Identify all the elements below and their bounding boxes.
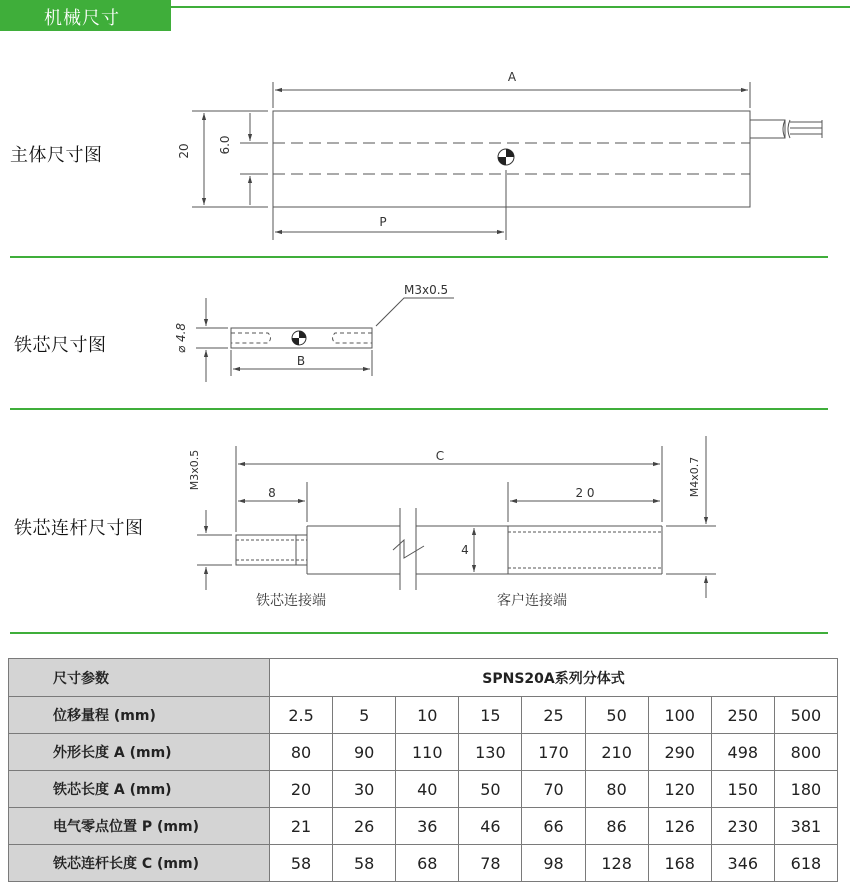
table-cell: 36 [396,808,459,845]
table-cell: 5 [333,697,396,734]
dim-4-label: 4 [461,543,469,557]
table-cell: 50 [459,771,522,808]
table-cell: 170 [522,734,585,771]
dim-p-label: P [379,215,387,229]
rod-left-thread-label: M3x0.5 [188,449,201,491]
table-cell: 70 [522,771,585,808]
table-cell: 78 [459,845,522,882]
spec-table [8,658,838,882]
row-label: 外形长度 A (mm) [9,734,270,771]
table-cell: 100 [648,697,711,734]
table-row [9,697,838,734]
dim-20-rod-label: 2 0 [575,486,595,500]
rod-caption-right: 客户连接端 [497,593,567,609]
table-cell: 40 [396,771,459,808]
table-cell: 346 [711,845,774,882]
table-cell: 381 [774,808,837,845]
dim-a-label: A [507,70,517,84]
row-label: 铁芯长度 A (mm) [9,771,270,808]
table-header-row [9,659,838,697]
table-cell: 20 [270,771,333,808]
table-cell: 210 [585,734,648,771]
dim-20-label: 20 [177,143,191,159]
table-cell: 2.5 [270,697,333,734]
row-label: 电气零点位置 P (mm) [9,808,270,845]
cable-outline [750,120,785,138]
rod-right-thread-label: M4x0.7 [688,456,701,498]
table-cell: 250 [711,697,774,734]
table-cell: 58 [270,845,333,882]
electrical-zero-symbol [498,149,514,165]
core-thread-label: M3x0.5 [404,283,449,297]
table-cell: 66 [522,808,585,845]
row-label: 铁芯连杆长度 C (mm) [9,845,270,882]
page-title: 机械尺寸 [44,8,120,29]
table-cell: 30 [333,771,396,808]
table-cell: 90 [333,734,396,771]
dim-dia-label: ⌀ 4.8 [174,322,188,354]
table-cell: 15 [459,697,522,734]
table-cell: 500 [774,697,837,734]
row-label: 位移量程 (mm) [9,697,270,734]
table-cell: 800 [774,734,837,771]
table-row [9,808,838,845]
table-cell: 150 [711,771,774,808]
table-cell: 168 [648,845,711,882]
table-cell: 498 [711,734,774,771]
core-label: 铁芯尺寸图 [14,335,107,356]
table-cell: 130 [459,734,522,771]
table-cell: 26 [333,808,396,845]
table-cell: 618 [774,845,837,882]
table-cell: 46 [459,808,522,845]
table-cell: 126 [648,808,711,845]
table-cell: 110 [396,734,459,771]
table-header-label: 尺寸参数 [9,659,270,697]
table-cell: 58 [333,845,396,882]
table-cell: 50 [585,697,648,734]
table-cell: 98 [522,845,585,882]
table-cell: 230 [711,808,774,845]
table-cell: 86 [585,808,648,845]
table-cell: 180 [774,771,837,808]
table-row [9,771,838,808]
dim-c-label: C [435,449,445,463]
dim-b-label: B [296,354,306,368]
core-rod-drawing [197,436,716,598]
table-cell: 80 [585,771,648,808]
table-cell: 10 [396,697,459,734]
core-rod-label: 铁芯连杆尺寸图 [14,518,144,539]
main-body-label: 主体尺寸图 [10,145,103,166]
table-row [9,845,838,882]
table-cell: 290 [648,734,711,771]
dim-8-label: 8 [268,486,276,500]
core-drawing [196,298,454,382]
rod-caption-left: 铁芯连接端 [256,593,326,609]
core-center-symbol [292,331,306,345]
table-cell: 128 [585,845,648,882]
dim-6-label: 6.0 [218,135,232,155]
table-row [9,734,838,771]
table-cell: 25 [522,697,585,734]
table-cell: 120 [648,771,711,808]
table-cell: 80 [270,734,333,771]
table-cell: 68 [396,845,459,882]
table-cell: 21 [270,808,333,845]
model-name: SPNS20A系列分体式 [270,659,838,697]
